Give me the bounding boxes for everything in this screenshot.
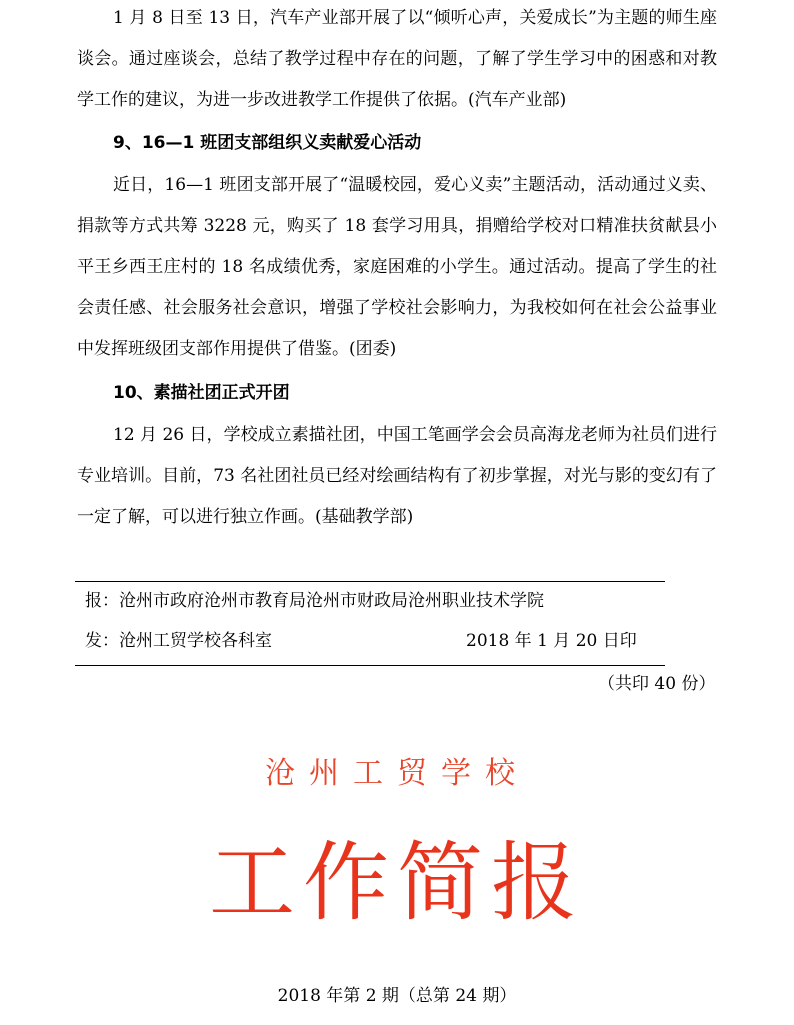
print-date: 2018 年 1 月 20 日印 (466, 631, 637, 651)
paragraph-charity-sale: 近日，16—1 班团支部开展了“温暖校园，爱心义卖”主题活动，活动通过义卖、捐款等方式共筹 3228 元，购买了 18 套学习用具，捐赠给学校对口精准扶贫献县小平王乡西王庄村的 18 名成绩优秀，家庭困难的小学生。通过活动。提高了学生的社会责任感、社会服务社会意识，增强了学校社会影响力，为我校如何在社会公益事业中发挥班级团支部作用提供了借鉴。(团委) (77, 175, 717, 359)
send-to-line: 发：沧州工贸学校各科室 (85, 631, 272, 651)
print-copies: （共印 40 份） (598, 674, 716, 694)
school-name-header: 沧州工贸学校 (265, 756, 529, 791)
heading-item-10: 10、素描社团正式开团 (113, 383, 290, 403)
paragraph-teacher-student-forum: 1 月 8 日至 13 日，汽车产业部开展了以“倾听心声，关爱成长”为主题的师生座谈会。通过座谈会，总结了教学过程中存在的问题，了解了学生学习中的困惑和对教学工作的建议，为进一步改进教学工作提供了依据。(汽车产业部) (77, 8, 717, 110)
footer-top-rule (75, 581, 665, 582)
heading-item-9: 9、16—1 班团支部组织义卖献爱心活动 (113, 133, 422, 153)
paragraph-sketch-club: 12 月 26 日，学校成立素描社团，中国工笔画学会会员高海龙老师为社员们进行专业培训。目前，73 名社团社员已经对绘画结构有了初步掌握，对光与影的变幻有了一定了解，可以进行独立作画。(基础教学部) (77, 425, 717, 527)
footer-bottom-rule (75, 665, 665, 666)
issue-number: 2018 年第 2 期（总第 24 期） (277, 986, 517, 1006)
report-to-line: 报：沧州市政府沧州市教育局沧州市财政局沧州职业技术学院 (85, 591, 544, 611)
briefing-title: 工作简报 (209, 833, 585, 933)
